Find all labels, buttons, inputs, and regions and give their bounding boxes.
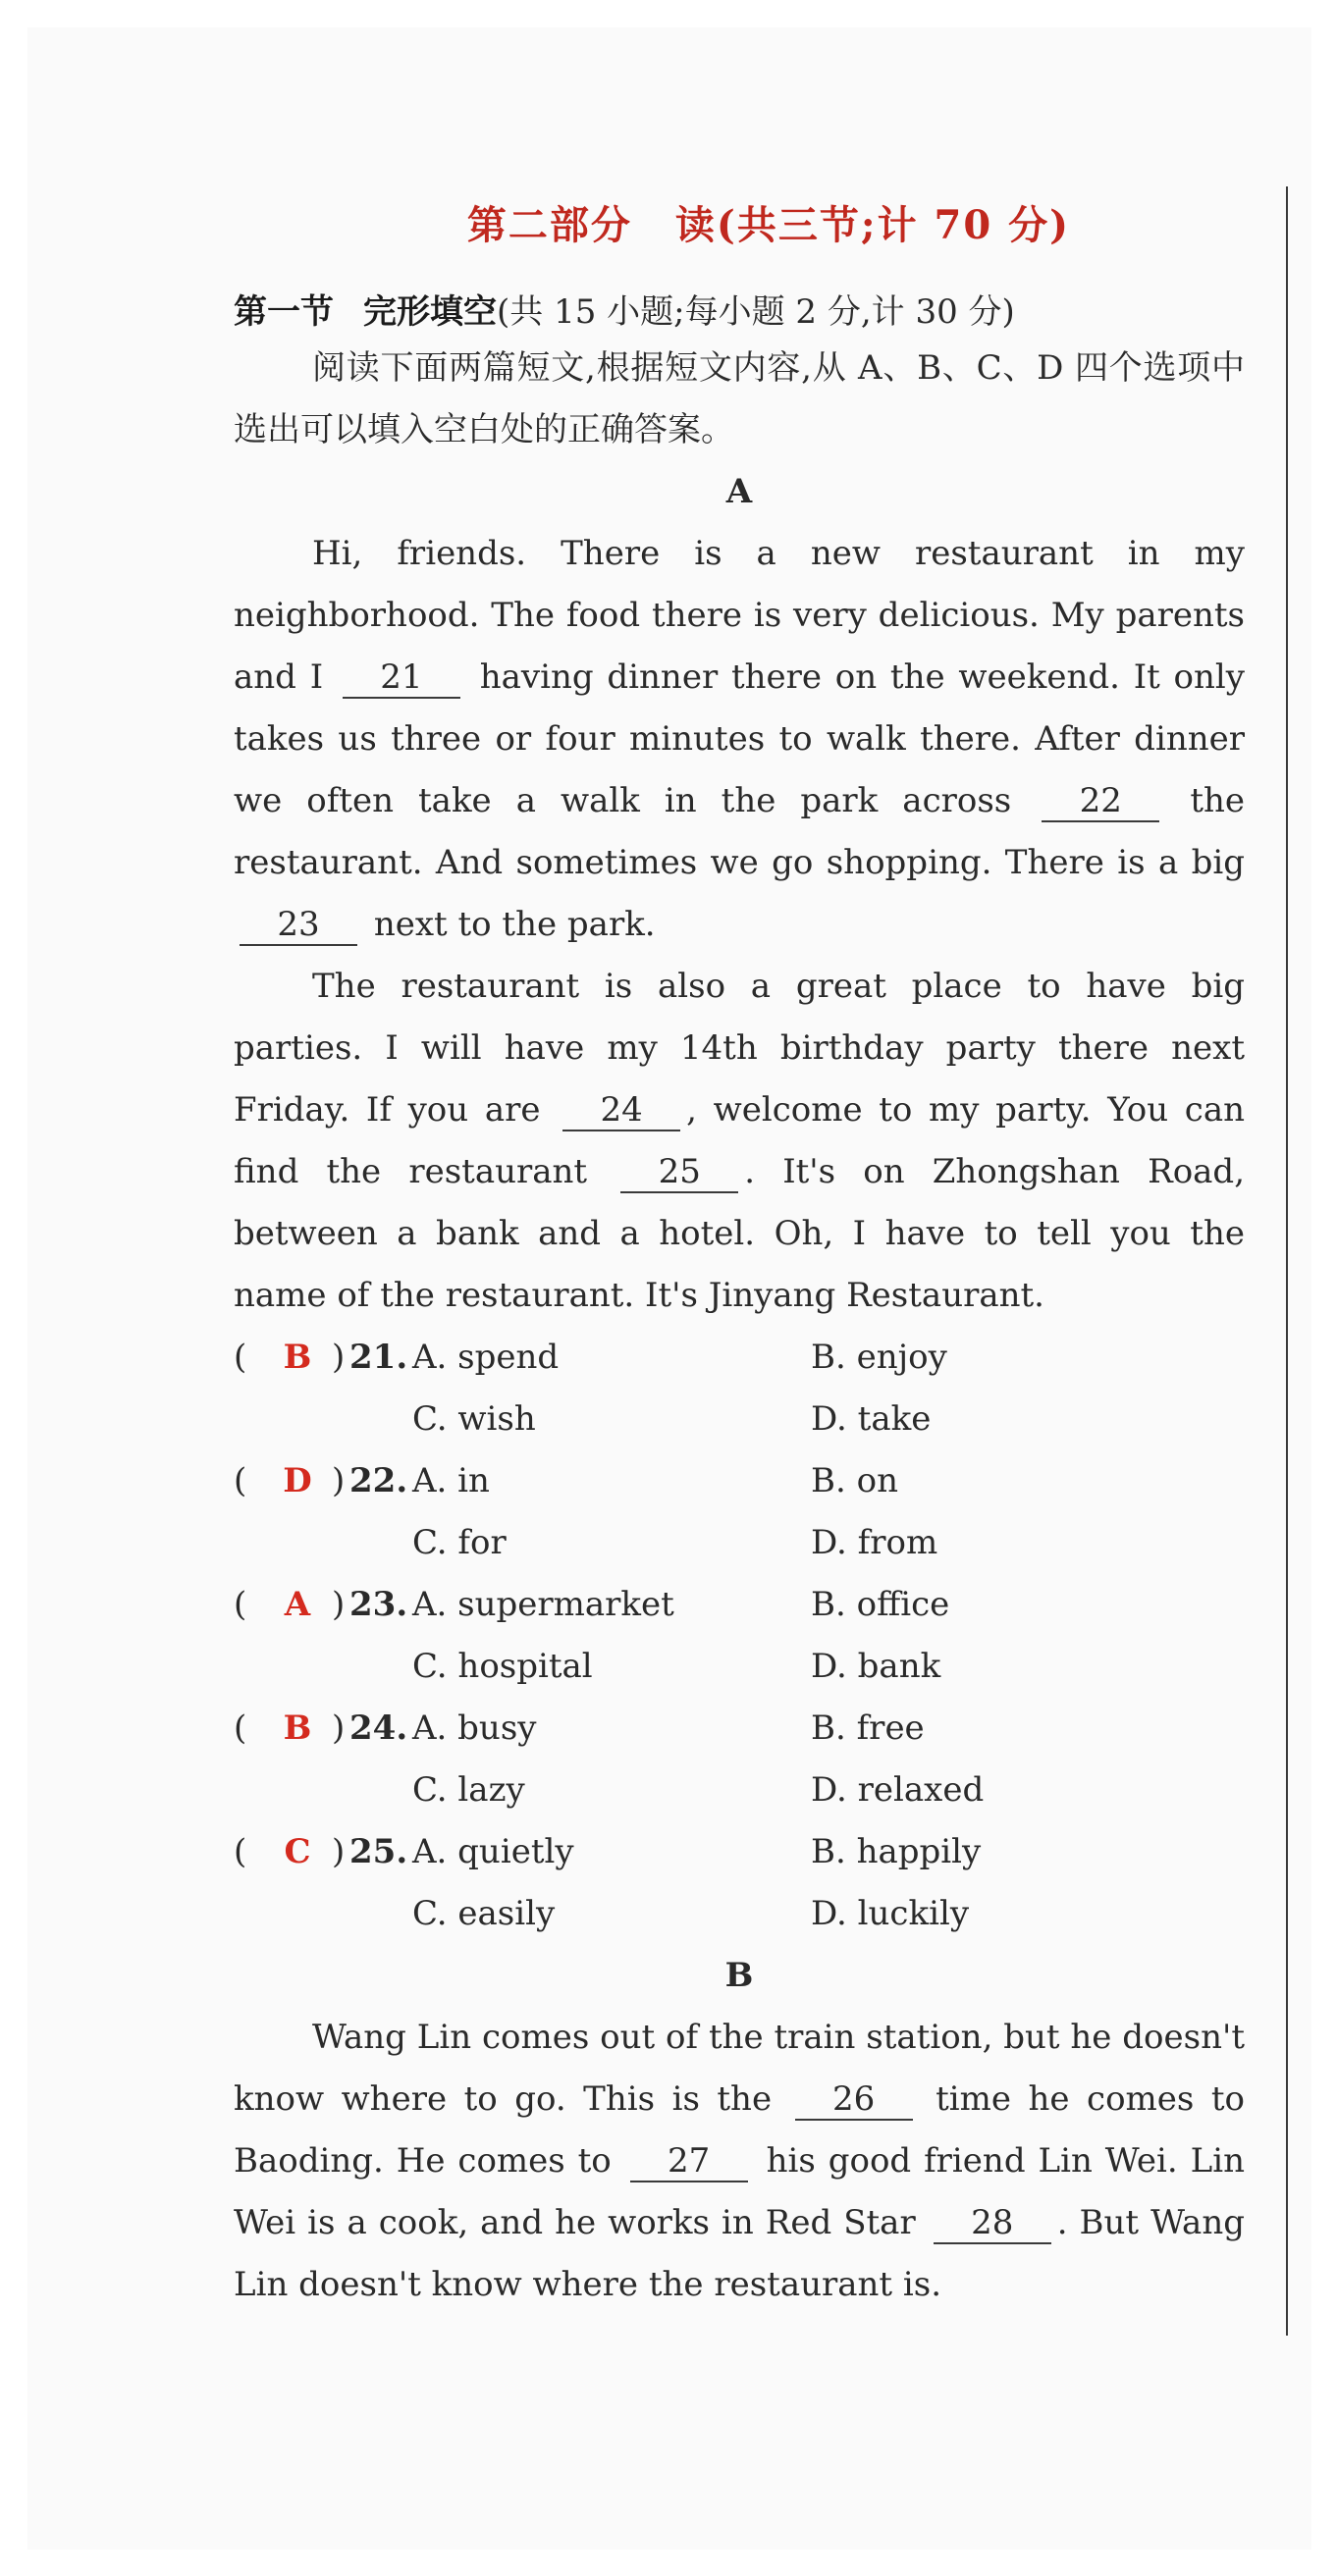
blank-27: 27 [630, 2141, 748, 2182]
question-row: ( C ) 25. A. quietly B. happily [234, 1821, 1245, 1883]
question-row-cont [234, 1389, 1245, 1450]
question-row-cont [234, 1636, 1245, 1698]
section-number: 第一节 [234, 292, 334, 332]
option-d: D. from [811, 1523, 938, 1562]
part-title-rest: 读(共三节;计 70 分) [674, 202, 1071, 248]
instructions: 阅读下面两篇短文,根据短文内容,从 A、B、C、D 四个选项中选出可以填入空白处的正确答案。 [234, 348, 1245, 449]
question-list [234, 1327, 1245, 1945]
question-row-cont [234, 1760, 1245, 1821]
question-number: 22. [349, 1461, 408, 1500]
option-d: D. take [811, 1399, 932, 1439]
text-run: next to the park. [373, 905, 656, 944]
text-run: the restaurant. And sometimes we go shopping. There is a big [234, 781, 1245, 882]
text-run: having dinner there on the weekend. It only takes us three or four minutes to walk there. After dinner we often take a walk in the park across [234, 657, 1246, 820]
option-c: C. hospital [412, 1647, 593, 1686]
section-name: 完形填空 [363, 292, 497, 332]
blank-21: 21 [343, 657, 460, 699]
question-number: 23. [349, 1585, 408, 1624]
option-d: D. relaxed [811, 1770, 985, 1810]
option-a: A. spend [412, 1338, 560, 1377]
option-c: C. lazy [412, 1770, 525, 1810]
option-d: D. bank [811, 1647, 941, 1686]
text-run: Hi, friends. There is a new restaurant in my neighborhood. The food there is very delicious. My parents and I [234, 534, 1245, 697]
text-run: . But Wang Lin doesn't know where the restaurant is. [234, 2203, 1245, 2304]
option-b: B. on [811, 1461, 898, 1500]
option-c: C. easily [412, 1894, 556, 1933]
text-run: . It's on Zhongshan Road, between a bank and a hotel. Oh, I have to tell you the name of the restaurant. It's Jinyang Restaurant. [234, 1152, 1246, 1315]
passage-a-label: A [725, 472, 753, 511]
question-number: 21. [349, 1338, 408, 1377]
question-number: 25. [349, 1832, 408, 1871]
blank-23: 23 [240, 905, 357, 946]
passage-a-paragraph-2 [234, 956, 1245, 1327]
answer-mark: C [284, 1832, 311, 1871]
option-a: A. busy [412, 1709, 537, 1748]
text-run: his good friend Lin Wei. Lin Wei is a cook, and he works in Red Star [234, 2141, 1245, 2242]
option-c: C. for [412, 1523, 507, 1562]
text-run: , welcome to my party. You can find the restaurant [234, 1090, 1245, 1191]
question-row-cont [234, 1883, 1245, 1945]
blank-22: 22 [1042, 781, 1159, 822]
text-run: time he comes to Baoding. He comes to [234, 2079, 1245, 2181]
option-b: B. office [811, 1585, 950, 1624]
question-row: ( A ) 23. A. supermarket B. office [234, 1574, 1245, 1636]
section-heading [234, 287, 1245, 338]
question-number: 24. [349, 1709, 408, 1748]
blank-25: 25 [620, 1152, 738, 1193]
margin-rule [1286, 186, 1288, 2336]
answer-mark: A [284, 1585, 311, 1624]
question-row: ( B ) 21. A. spend B. enjoy [234, 1327, 1245, 1389]
option-a: A. quietly [412, 1832, 574, 1871]
question-row: ( B ) 24. A. busy B. free [234, 1698, 1245, 1760]
blank-24: 24 [562, 1090, 680, 1131]
option-a: A. in [412, 1461, 490, 1500]
passage-b-paragraph-1 [234, 2007, 1245, 2316]
option-b: B. happily [811, 1832, 982, 1871]
option-b: B. enjoy [811, 1338, 947, 1377]
option-b: B. free [811, 1709, 925, 1748]
answer-mark: B [283, 1709, 312, 1748]
text-run: Wang Lin comes out of the train station, but he doesn't know where to go. This is the [234, 2018, 1245, 2119]
question-row: ( D ) 22. A. in B. on [234, 1450, 1245, 1512]
option-d: D. luckily [811, 1894, 970, 1933]
option-c: C. wish [412, 1399, 536, 1439]
passage-a-paragraph-1 [234, 523, 1245, 956]
blank-28: 28 [934, 2203, 1051, 2244]
passage-b-label: B [724, 1956, 754, 1995]
text-run: The restaurant is also a great place to have big parties. I will have my 14th birthday party there next Friday. If you are [234, 967, 1245, 1130]
section-desc: (共 15 小题;每小题 2 分,计 30 分) [497, 292, 1015, 332]
answer-mark: D [283, 1461, 312, 1500]
part-title-part: 第二部分 [466, 202, 632, 248]
option-a: A. supermarket [412, 1585, 674, 1624]
part-title [293, 196, 1245, 255]
question-row-cont [234, 1512, 1245, 1574]
blank-26: 26 [795, 2079, 913, 2121]
answer-mark: B [283, 1338, 312, 1377]
content [234, 196, 1245, 2316]
